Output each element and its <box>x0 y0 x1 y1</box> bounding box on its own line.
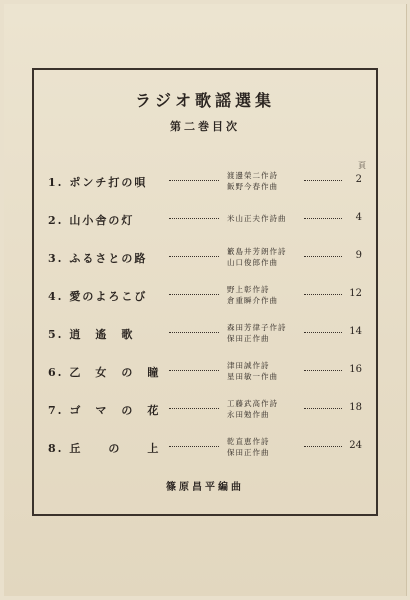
song-credits <box>227 398 278 420</box>
page-number: 2 <box>355 174 362 185</box>
page-number: 4 <box>355 212 362 223</box>
page-number: 9 <box>355 250 362 261</box>
leader-dots <box>304 294 342 295</box>
page-number: 16 <box>349 364 362 375</box>
contents-row <box>34 356 376 390</box>
leader-dots <box>169 294 219 295</box>
contents-row <box>34 166 376 200</box>
contents-frame <box>32 68 378 516</box>
volume-contents-heading: 第二巻目次 <box>170 120 240 133</box>
leader-dots <box>304 256 342 257</box>
credit-line: 乾直恵作詩 <box>227 437 270 446</box>
song-credits <box>227 436 270 458</box>
leader-dots <box>169 370 219 371</box>
credit-line: 保田正作曲 <box>227 334 270 343</box>
leader-dots <box>304 446 342 447</box>
credit-line: 山口俊郎作曲 <box>227 258 278 267</box>
page-number: 12 <box>349 288 362 299</box>
song-title: 3. ふるさとの路 <box>48 252 148 265</box>
contents-row <box>34 242 376 276</box>
credit-line: 津田誠作詩 <box>227 361 270 370</box>
song-credits <box>227 170 278 192</box>
song-title: 5. 逍 遙 歌 <box>48 328 135 341</box>
song-credits <box>227 213 287 224</box>
leader-dots <box>169 256 219 257</box>
credit-line: 永田勉作曲 <box>227 410 270 419</box>
credit-line: 野上彰作詩 <box>227 285 270 294</box>
credit-line: 飯野今春作曲 <box>227 182 278 191</box>
contents-row <box>34 432 376 466</box>
song-title: 7. ゴ マ の 花 <box>48 404 161 417</box>
song-title: 6. 乙 女 の 瞳 <box>48 366 161 379</box>
leader-dots <box>304 332 342 333</box>
song-credits <box>227 360 278 382</box>
credit-line: 工藤武高作詩 <box>227 399 278 408</box>
leader-dots <box>169 446 219 447</box>
credit-line: 米山正夫作詩曲 <box>227 214 287 223</box>
collection-title: ラジオ歌謡選集 <box>134 91 275 110</box>
leader-dots <box>304 218 342 219</box>
song-credits <box>227 246 287 268</box>
leader-dots <box>169 180 219 181</box>
leader-dots <box>304 408 342 409</box>
credit-line: 渡邊榮二作詩 <box>227 171 278 180</box>
document-page <box>4 4 407 596</box>
song-credits <box>227 284 278 306</box>
credit-line: 星田敏一作曲 <box>227 372 278 381</box>
editor-credit: 篠原昌平編曲 <box>166 482 244 493</box>
credit-line: 森田芳律子作詩 <box>227 323 287 332</box>
page-number: 14 <box>349 326 362 337</box>
credit-line: 籔島井芳朗作詩 <box>227 247 287 256</box>
song-title: 2. 山小舎の灯 <box>48 214 135 227</box>
contents-row <box>34 280 376 314</box>
leader-dots <box>304 370 342 371</box>
contents-row <box>34 204 376 238</box>
song-title: 4. 愛のよろこび <box>48 290 148 303</box>
page-column-label: 頁 <box>358 161 366 170</box>
song-title: 1. ポンチ打の唄 <box>48 176 148 189</box>
leader-dots <box>304 180 342 181</box>
leader-dots <box>169 332 219 333</box>
credit-line: 倉重瞬介作曲 <box>227 296 278 305</box>
page-number: 18 <box>349 402 362 413</box>
contents-row <box>34 394 376 428</box>
song-credits <box>227 322 287 344</box>
credit-line: 保田正作曲 <box>227 448 270 457</box>
page-number: 24 <box>349 440 362 451</box>
leader-dots <box>169 408 219 409</box>
contents-row <box>34 318 376 352</box>
song-title: 8. 丘 の 上 <box>48 442 161 455</box>
leader-dots <box>169 218 219 219</box>
